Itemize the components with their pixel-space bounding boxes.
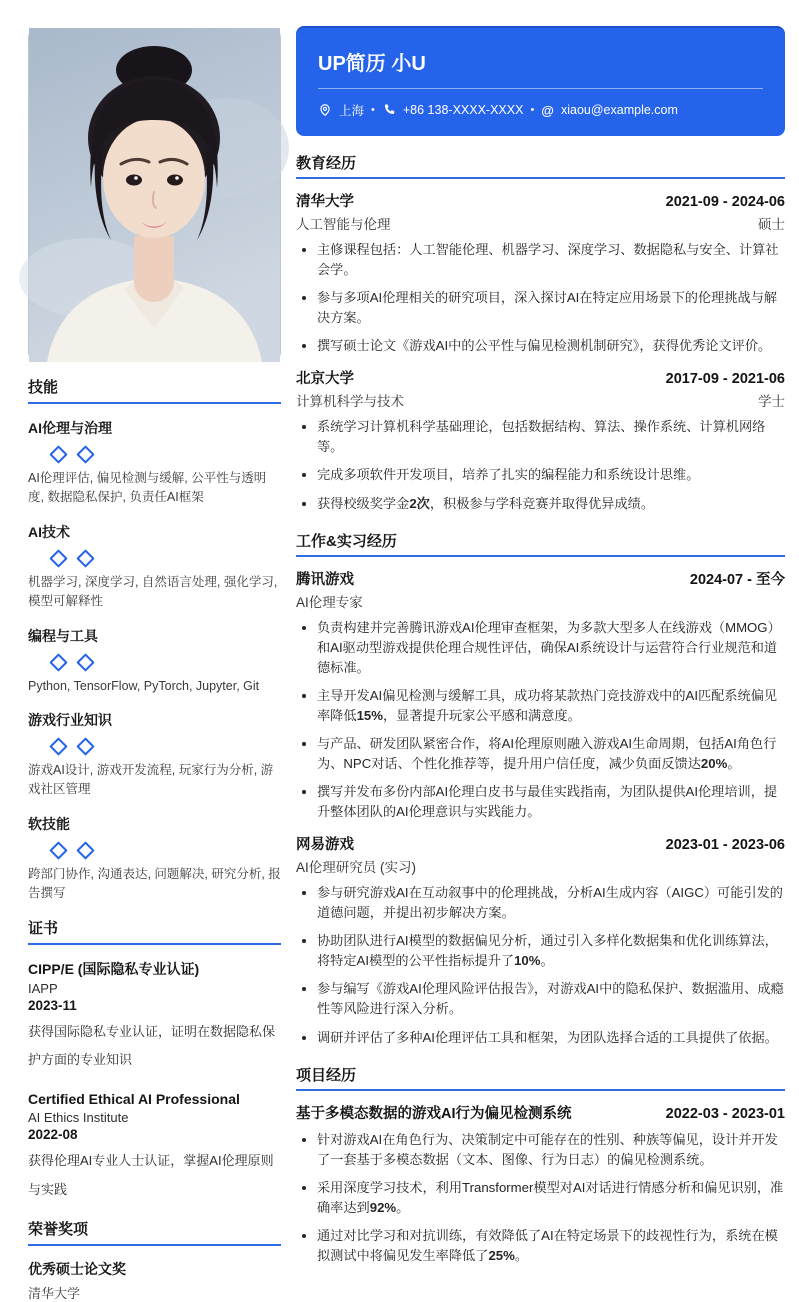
entry-bullet: • 主导开发AI偏见检测与缓解工具，成功将某款热门竞技游戏中的AI匹配系统偏见率降低15%，显著提升玩家公平感和满意度。 xyxy=(317,686,785,726)
resume-entry xyxy=(296,190,785,356)
main-sections xyxy=(296,152,785,1266)
skill-group-name: 编程与工具 xyxy=(28,627,98,644)
entry-subtitle-row xyxy=(296,856,785,876)
entry-bullet-list xyxy=(296,1130,785,1266)
entry-bullet-list xyxy=(296,240,785,356)
section-title: 工作&实习经历 xyxy=(296,530,785,557)
certificate-description: 获得国际隐私专业认证，证明在数据隐私保护方面的专业知识 xyxy=(28,1023,276,1068)
entry-date: 2024-07 - 至今 xyxy=(689,571,785,588)
entry-bullet-list xyxy=(296,618,785,823)
certificate-item xyxy=(28,1090,281,1204)
skill-group xyxy=(28,418,281,508)
entry-bullet: • 参与研究游戏AI在互动叙事中的伦理挑战，分析AI生成内容（AIGC）可能引发的道德问题，并提出初步解决方案。 xyxy=(317,883,785,923)
diamond-outline-icon xyxy=(76,841,94,859)
certificate-issuer: AI Ethics Institute xyxy=(28,1109,129,1125)
certificates-section xyxy=(28,917,281,1204)
honors-section-title: 荣誉奖项 xyxy=(28,1218,281,1246)
entry-bullet: • 撰写并发布多份内部AI伦理白皮书与最佳实践指南，为团队提供AI伦理培训，提升整体团队的AI伦理意识与实践能力。 xyxy=(317,782,785,822)
profile-photo xyxy=(28,28,281,362)
resume-entry xyxy=(296,568,785,823)
entry-bullet: • 系统学习计算机科学基础理论，包括数据结构、算法、操作系统、计算机网络等。 xyxy=(317,417,785,457)
contact-separator: • xyxy=(371,104,375,116)
skill-level xyxy=(52,552,281,565)
diamond-outline-icon xyxy=(76,737,94,755)
entry-header xyxy=(296,568,785,589)
resume-entry xyxy=(296,367,785,513)
entry-subtitle-row xyxy=(296,213,785,233)
diamond-outline-icon xyxy=(49,841,67,859)
phone-icon xyxy=(382,103,396,117)
entry-subtitle-row xyxy=(296,390,785,410)
diamond-outline-icon xyxy=(76,549,94,567)
resume-section xyxy=(296,530,785,1048)
portrait-illustration xyxy=(28,28,281,362)
skill-groups xyxy=(28,418,281,903)
header-card xyxy=(296,26,785,136)
entry-date: 2021-09 - 2024-06 xyxy=(665,194,785,210)
entry-bullet: • 撰写硕士论文《游戏AI中的公平性与偏见检测机制研究》，获得优秀论文评价。 xyxy=(317,336,785,356)
diamond-outline-icon xyxy=(76,653,94,671)
certificate-name: Certified Ethical AI Professional xyxy=(28,1090,240,1107)
sidebar xyxy=(28,28,281,1302)
resume-section xyxy=(296,1064,785,1266)
entry-title: 网易游戏 xyxy=(296,837,354,854)
skill-group-description: 机器学习, 深度学习, 自然语言处理, 强化学习, 模型可解释性 xyxy=(28,574,278,609)
certificate-description: 获得伦理AI专业人士认证，掌握AI伦理原则与实践 xyxy=(28,1152,274,1197)
diamond-outline-icon xyxy=(49,549,67,567)
skills-section xyxy=(28,376,281,903)
certificates-section-title: 证书 xyxy=(28,917,281,945)
skill-group xyxy=(28,710,281,800)
skill-group-name: 游戏行业知识 xyxy=(28,711,112,728)
entry-subtitle: AI伦理专家 xyxy=(296,594,363,610)
section-title: 项目经历 xyxy=(296,1064,785,1091)
entry-bullet-list xyxy=(296,883,785,1047)
honor-issuer: 清华大学 xyxy=(28,1286,81,1302)
diamond-outline-icon xyxy=(49,737,67,755)
entry-bullet: • 获得校级奖学金2次，积极参与学科竞赛并取得优异成绩。 xyxy=(317,494,785,514)
contact-row xyxy=(296,89,785,136)
skill-group-description: AI伦理评估, 偏见检测与缓解, 公平性与透明度, 数据隐私保护, 负责任AI框架 xyxy=(28,471,267,505)
skill-level xyxy=(52,740,281,753)
entry-header xyxy=(296,190,785,211)
entry-title: 清华大学 xyxy=(296,194,354,210)
contact-phone: +86 138-XXXX-XXXX xyxy=(402,103,524,117)
contact-separator: • xyxy=(530,104,535,116)
entry-subtitle: AI伦理研究员 (实习) xyxy=(296,860,416,876)
certificate-item xyxy=(28,960,281,1074)
skills-section-title: 技能 xyxy=(28,376,281,404)
entry-bullet-list xyxy=(296,417,785,513)
entry-date: 2022-03 - 2023-01 xyxy=(665,1105,785,1122)
entry-title: 北京大学 xyxy=(296,371,354,388)
entry-bullet: • 针对游戏AI在角色行为、决策制定中可能存在的性别、种族等偏见，设计并开发了一套基于多模态数据（文本、图像、行为日志）的偏见检测系统。 xyxy=(317,1130,785,1170)
entry-bullet: • 参与编写《游戏AI伦理风险评估报告》，对游戏AI中的隐私保护、数据滥用、成瘾性等风险进行深入分析。 xyxy=(317,979,785,1019)
honor-list xyxy=(28,1259,281,1302)
contact-location: 上海 xyxy=(339,104,365,118)
diamond-outline-icon xyxy=(49,445,67,463)
entry-bullet: • 完成多项软件开发项目，培养了扎实的编程能力和系统设计思维。 xyxy=(317,465,785,485)
resume-section xyxy=(296,152,785,514)
entry-header xyxy=(296,1102,785,1123)
skill-level xyxy=(52,448,281,461)
skill-group-name: AI技术 xyxy=(28,523,70,540)
entry-degree: 硕士 xyxy=(758,217,785,232)
honors-section xyxy=(28,1218,281,1302)
certificate-issuer: IAPP xyxy=(28,980,58,996)
skill-group xyxy=(28,522,281,612)
certificate-name: CIPP/E (国际隐私专业认证) xyxy=(28,961,200,978)
section-title: 教育经历 xyxy=(296,152,785,179)
skill-group xyxy=(28,814,281,904)
skill-level xyxy=(52,844,281,857)
skill-group-description: 游戏AI设计, 游戏开发流程, 玩家行为分析, 游戏社区管理 xyxy=(28,762,274,797)
entry-title: 腾讯游戏 xyxy=(296,571,354,588)
resume-entry xyxy=(296,833,785,1047)
entry-bullet: • 主修课程包括：人工智能伦理、机器学习、深度学习、数据隐私与安全、计算社会学。 xyxy=(317,240,785,280)
entry-date: 2023-01 - 2023-06 xyxy=(665,837,785,854)
skill-group-description: 跨部门协作, 沟通表达, 问题解决, 研究分析, 报告撰写 xyxy=(28,866,281,900)
entry-bullet: • 参与多项AI伦理相关的研究项目，深入探讨AI在特定应用场景下的伦理挑战与解决方案。 xyxy=(317,288,785,328)
main-column xyxy=(296,26,785,1274)
skill-group-name: AI伦理与治理 xyxy=(28,420,112,436)
contact-email[interactable]: xiaou@example.com xyxy=(560,103,678,117)
honor-name: 优秀硕士论文奖 xyxy=(28,1261,126,1278)
entry-bullet: • 与产品、研发团队紧密合作，将AI伦理原则融入游戏AI生命周期，包括AI角色行为、NPC对话、个性化推荐等，提升用户信任度，减少负面反馈达20%。 xyxy=(317,734,785,774)
entry-bullet: • 负责构建并完善腾讯游戏AI伦理审查框架，为多款大型多人在线游戏（MMOG）和AI驱动型游戏提供伦理合规性评估，确保AI系统设计与运营符合行业规范和道德标准。 xyxy=(317,618,785,678)
diamond-outline-icon xyxy=(76,445,94,463)
entry-title: 基于多模态数据的游戏AI行为偏见检测系统 xyxy=(296,1105,572,1122)
entry-bullet: • 通过对比学习和对抗训练，有效降低了AI在特定场景下的歧视性行为，系统在模拟测试中将偏见发生率降低了25%。 xyxy=(317,1226,785,1266)
certificate-date: 2023-11 xyxy=(28,997,77,1013)
entry-bullet: • 调研并评估了多种AI伦理评估工具和框架，为团队选择合适的工具提供了依据。 xyxy=(317,1028,785,1048)
skill-level xyxy=(52,656,281,669)
candidate-name: UP简历 小U xyxy=(318,53,426,75)
skill-group-name: 软技能 xyxy=(28,815,70,832)
entry-header xyxy=(296,367,785,388)
at-sign-icon: @ xyxy=(541,102,554,118)
entry-subtitle-row xyxy=(296,591,785,611)
entry-bullet: • 协助团队进行AI模型的数据偏见分析，通过引入多样化数据集和优化训练算法，将特定AI模型的公平性指标提升了10%。 xyxy=(317,931,785,971)
entry-subtitle: 人工智能与伦理 xyxy=(296,217,391,232)
entry-bullet: • 采用深度学习技术，利用Transformer模型对AI对话进行情感分析和偏见识别，准确率达到92%。 xyxy=(317,1178,785,1218)
honor-item xyxy=(28,1259,281,1302)
certificate-list xyxy=(28,960,281,1204)
resume-entry xyxy=(296,1102,785,1266)
entry-header xyxy=(296,833,785,854)
skill-group-description: Python, TensorFlow, PyTorch, Jupyter, Git xyxy=(28,678,260,693)
entry-degree: 学士 xyxy=(758,394,785,410)
diamond-outline-icon xyxy=(49,653,67,671)
certificate-date: 2022-08 xyxy=(28,1126,78,1142)
entry-date: 2017-09 - 2021-06 xyxy=(665,371,785,388)
skill-group xyxy=(28,626,281,696)
entry-subtitle: 计算机科学与技术 xyxy=(296,394,404,410)
location-pin-icon xyxy=(318,103,332,117)
